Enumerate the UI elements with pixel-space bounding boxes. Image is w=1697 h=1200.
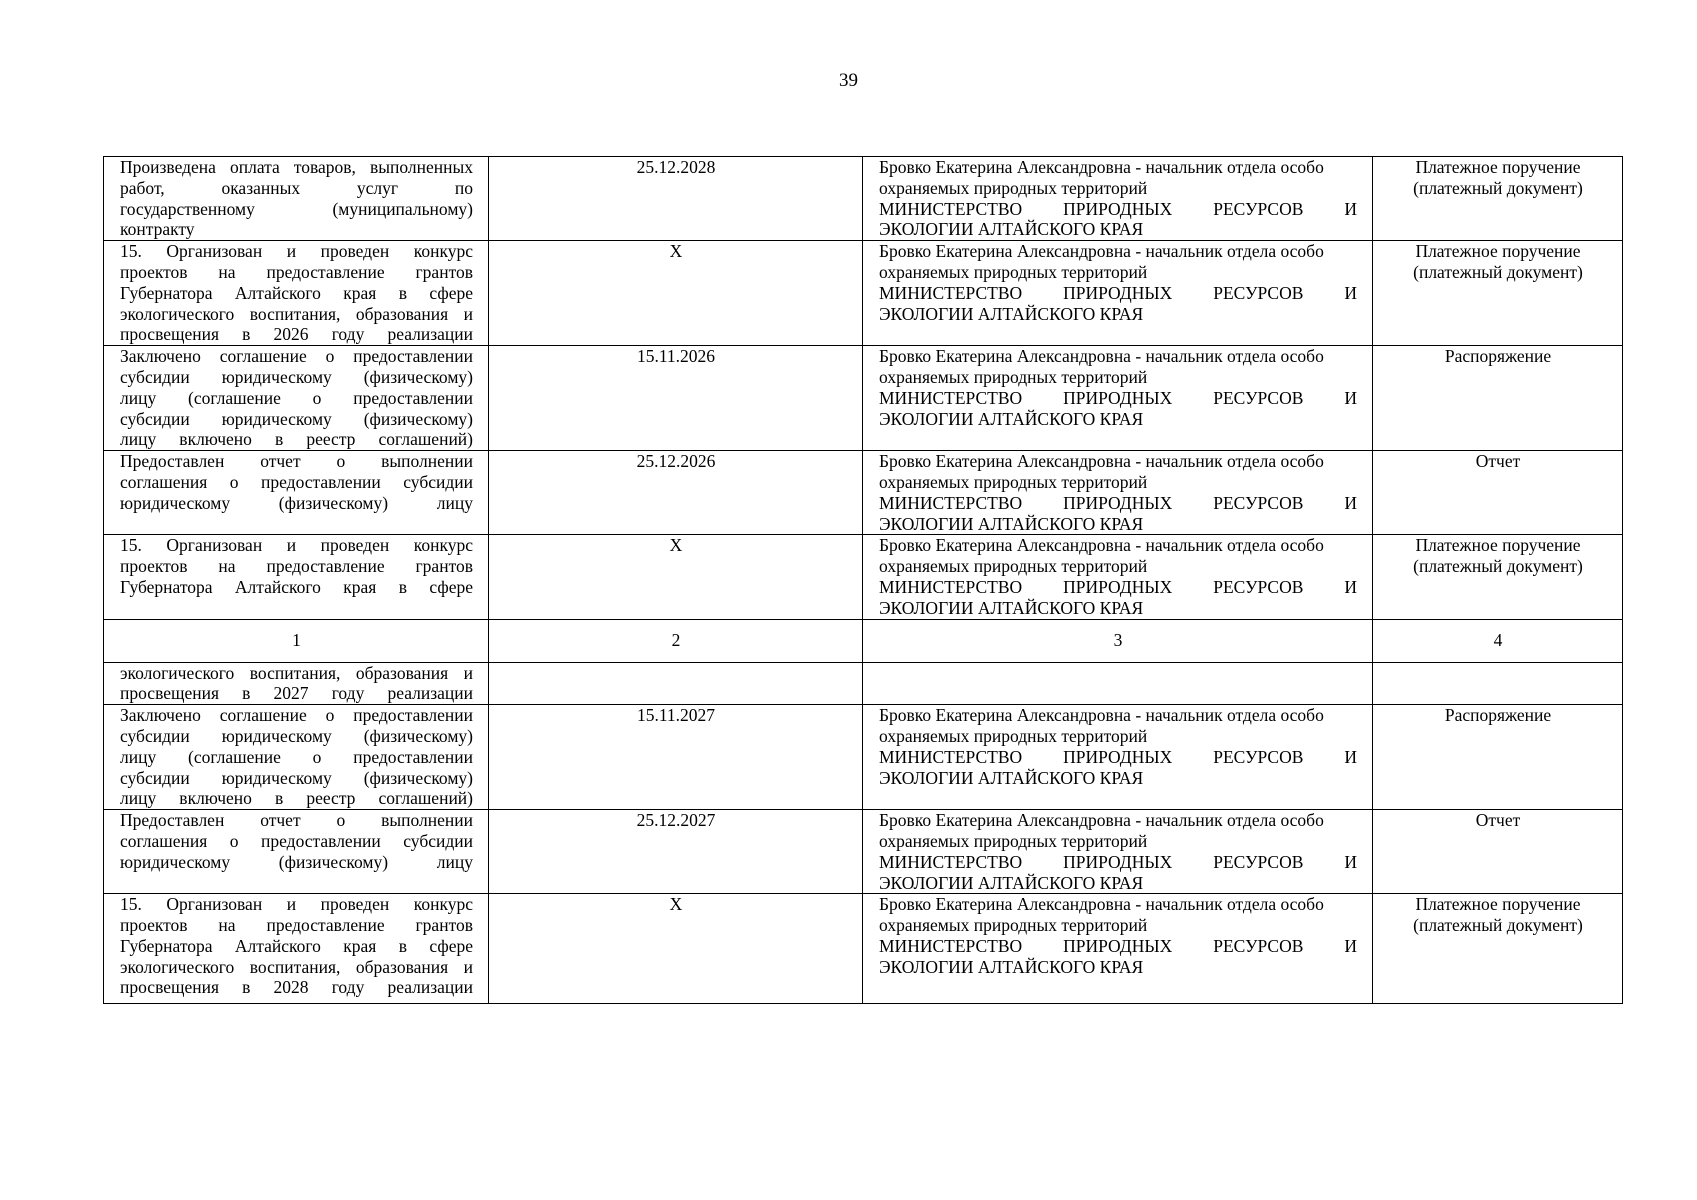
document-type-cell: Платежное поручение (платежный документ)	[1373, 241, 1623, 346]
ministry-name-line: МИНИСТЕРСТВО ПРИРОДНЫХ РЕСУРСОВ И	[879, 387, 1357, 408]
cell-line: Губернатора Алтайского края в сфере	[120, 576, 473, 597]
responsible-cell	[863, 346, 1373, 451]
cell-line: Предоставлен отчет о выполнении	[120, 810, 473, 831]
date-cell: X	[489, 241, 863, 346]
date-cell: 25.12.2028	[489, 157, 863, 241]
event-description-cell	[104, 346, 489, 451]
cell-line: Заключено соглашение о предоставлении	[120, 705, 473, 726]
column-number-2: 2	[489, 619, 863, 662]
date-cell: X	[489, 535, 863, 619]
cell-line: экологического воспитания, образования и	[120, 303, 473, 324]
event-description-cell	[104, 535, 489, 619]
cell-line: соглашения о предоставлении субсидии	[120, 471, 473, 492]
document-type-cell: Платежное поручение (платежный документ)	[1373, 894, 1623, 1004]
cell-line: экологического воспитания, образования и	[120, 956, 473, 977]
document-type-cell: Распоряжение	[1373, 346, 1623, 451]
continuation-row	[104, 662, 1623, 705]
responsible-person: Бровко Екатерина Александровна - начальник отдела особо охраняемых природных территорий	[879, 451, 1324, 492]
ministry-name-line: МИНИСТЕРСТВО ПРИРОДНЫХ РЕСУРСОВ И	[879, 746, 1357, 767]
ministry-name-line: ЭКОЛОГИИ АЛТАЙСКОГО КРАЯ	[879, 513, 1144, 534]
cell-line: экологического воспитания, образования и	[120, 662, 473, 683]
table-row	[104, 705, 1623, 810]
empty-cell	[863, 662, 1373, 705]
cell-line: лицу (соглашение о предоставлении	[120, 746, 473, 767]
table-row	[104, 894, 1623, 1004]
responsible-person: Бровко Екатерина Александровна - начальник отдела особо охраняемых природных территорий	[879, 241, 1324, 282]
cell-line: Губернатора Алтайского края в сфере	[120, 282, 473, 303]
column-number-row	[104, 619, 1623, 662]
cell-line: государственному (муниципальному)	[120, 198, 473, 219]
cell-line: проектов на предоставление грантов	[120, 261, 473, 282]
event-description-cell	[104, 157, 489, 241]
responsible-cell	[863, 810, 1373, 894]
cell-line: 15. Организован и проведен конкурс	[120, 241, 473, 262]
cell-line: субсидии юридическому (физическому)	[120, 408, 473, 429]
document-type-cell: Распоряжение	[1373, 705, 1623, 810]
column-number-3: 3	[863, 619, 1373, 662]
ministry-name-line: МИНИСТЕРСТВО ПРИРОДНЫХ РЕСУРСОВ И	[879, 282, 1357, 303]
ministry-name-line: ЭКОЛОГИИ АЛТАЙСКОГО КРАЯ	[879, 219, 1144, 240]
cell-line: Заключено соглашение о предоставлении	[120, 346, 473, 367]
date-cell: 15.11.2026	[489, 346, 863, 451]
cell-line: субсидии юридическому (физическому)	[120, 767, 473, 788]
cell-line: субсидии юридическому (физическому)	[120, 725, 473, 746]
ministry-name-line: МИНИСТЕРСТВО ПРИРОДНЫХ РЕСУРСОВ И	[879, 492, 1357, 513]
date-cell: X	[489, 894, 863, 1004]
cell-line: проектов на предоставление грантов	[120, 556, 473, 577]
ministry-name-line: МИНИСТЕРСТВО ПРИРОДНЫХ РЕСУРСОВ И	[879, 576, 1357, 597]
document-type-cell: Отчет	[1373, 451, 1623, 535]
event-description-cell	[104, 451, 489, 535]
ministry-name-line: ЭКОЛОГИИ АЛТАЙСКОГО КРАЯ	[879, 767, 1144, 788]
column-number-1: 1	[104, 619, 489, 662]
ministry-name-line: ЭКОЛОГИИ АЛТАЙСКОГО КРАЯ	[879, 872, 1144, 893]
continuation-body	[104, 662, 1623, 705]
table-row	[104, 810, 1623, 894]
cell-line: просвещения в 2027 году реализации	[120, 683, 473, 704]
date-cell: 25.12.2026	[489, 451, 863, 535]
responsible-person: Бровко Екатерина Александровна - начальник отдела особо охраняемых природных территорий	[879, 157, 1324, 198]
cell-line: юридическому (физическому) лицу	[120, 492, 473, 513]
table-row	[104, 535, 1623, 619]
cell-line: просвещения в 2028 году реализации	[120, 977, 473, 998]
responsible-cell	[863, 894, 1373, 1004]
cell-line: работ, оказанных услуг по	[120, 177, 473, 198]
ministry-name-line: ЭКОЛОГИИ АЛТАЙСКОГО КРАЯ	[879, 303, 1144, 324]
empty-cell	[1373, 662, 1623, 705]
cell-line: соглашения о предоставлении субсидии	[120, 830, 473, 851]
document-type-cell: Платежное поручение (платежный документ)	[1373, 535, 1623, 619]
responsible-cell	[863, 241, 1373, 346]
plan-table	[103, 156, 1623, 1004]
cell-line: просвещения в 2026 году реализации	[120, 324, 473, 345]
cell-line: 15. Организован и проведен конкурс	[120, 894, 473, 915]
event-description-cell	[104, 705, 489, 810]
responsible-person: Бровко Екатерина Александровна - начальник отдела особо охраняемых природных территорий	[879, 894, 1324, 936]
document-type-cell: Отчет	[1373, 810, 1623, 894]
cell-line: Губернатора Алтайского края в сфере	[120, 935, 473, 956]
table-body-top	[104, 157, 1623, 620]
page-number: 39	[839, 70, 858, 91]
cell-line: Произведена оплата товаров, выполненных	[120, 157, 473, 177]
cell-line: субсидии юридическому (физическому)	[120, 366, 473, 387]
empty-cell	[489, 662, 863, 705]
event-description-cell	[104, 241, 489, 346]
responsible-person: Бровко Екатерина Александровна - начальник отдела особо охраняемых природных территорий	[879, 346, 1324, 387]
table-row	[104, 241, 1623, 346]
table-row	[104, 157, 1623, 241]
ministry-name-line: ЭКОЛОГИИ АЛТАЙСКОГО КРАЯ	[879, 408, 1144, 429]
responsible-person: Бровко Екатерина Александровна - начальник отдела особо охраняемых природных территорий	[879, 810, 1324, 851]
continuation-cell	[104, 662, 489, 705]
responsible-cell	[863, 535, 1373, 619]
cell-line: лицу включено в реестр соглашений)	[120, 429, 473, 450]
ministry-name-line: ЭКОЛОГИИ АЛТАЙСКОГО КРАЯ	[879, 597, 1144, 618]
responsible-person: Бровко Екатерина Александровна - начальник отдела особо охраняемых природных территорий	[879, 535, 1324, 577]
column-number-header	[104, 619, 1623, 662]
cell-line: 15. Организован и проведен конкурс	[120, 535, 473, 556]
ministry-name-line: МИНИСТЕРСТВО ПРИРОДНЫХ РЕСУРСОВ И	[879, 935, 1357, 956]
event-description-cell	[104, 894, 489, 1004]
ministry-name-line: МИНИСТЕРСТВО ПРИРОДНЫХ РЕСУРСОВ И	[879, 851, 1357, 872]
ministry-name-line: ЭКОЛОГИИ АЛТАЙСКОГО КРАЯ	[879, 956, 1144, 977]
document-type-cell: Платежное поручение (платежный документ)	[1373, 157, 1623, 241]
ministry-name-line: МИНИСТЕРСТВО ПРИРОДНЫХ РЕСУРСОВ И	[879, 198, 1357, 219]
responsible-cell	[863, 451, 1373, 535]
table-row	[104, 451, 1623, 535]
cell-line: юридическому (физическому) лицу	[120, 851, 473, 872]
date-cell: 25.12.2027	[489, 810, 863, 894]
date-cell: 15.11.2027	[489, 705, 863, 810]
responsible-person: Бровко Екатерина Александровна - начальник отдела особо охраняемых природных территорий	[879, 705, 1324, 746]
cell-line: лицу (соглашение о предоставлении	[120, 387, 473, 408]
cell-line: лицу включено в реестр соглашений)	[120, 788, 473, 809]
table-body-bottom	[104, 705, 1623, 1004]
cell-line: контракту	[120, 219, 195, 240]
responsible-cell	[863, 705, 1373, 810]
table-row	[104, 346, 1623, 451]
cell-line: Предоставлен отчет о выполнении	[120, 451, 473, 472]
responsible-cell	[863, 157, 1373, 241]
cell-line: проектов на предоставление грантов	[120, 915, 473, 936]
event-description-cell	[104, 810, 489, 894]
column-number-4: 4	[1373, 619, 1623, 662]
